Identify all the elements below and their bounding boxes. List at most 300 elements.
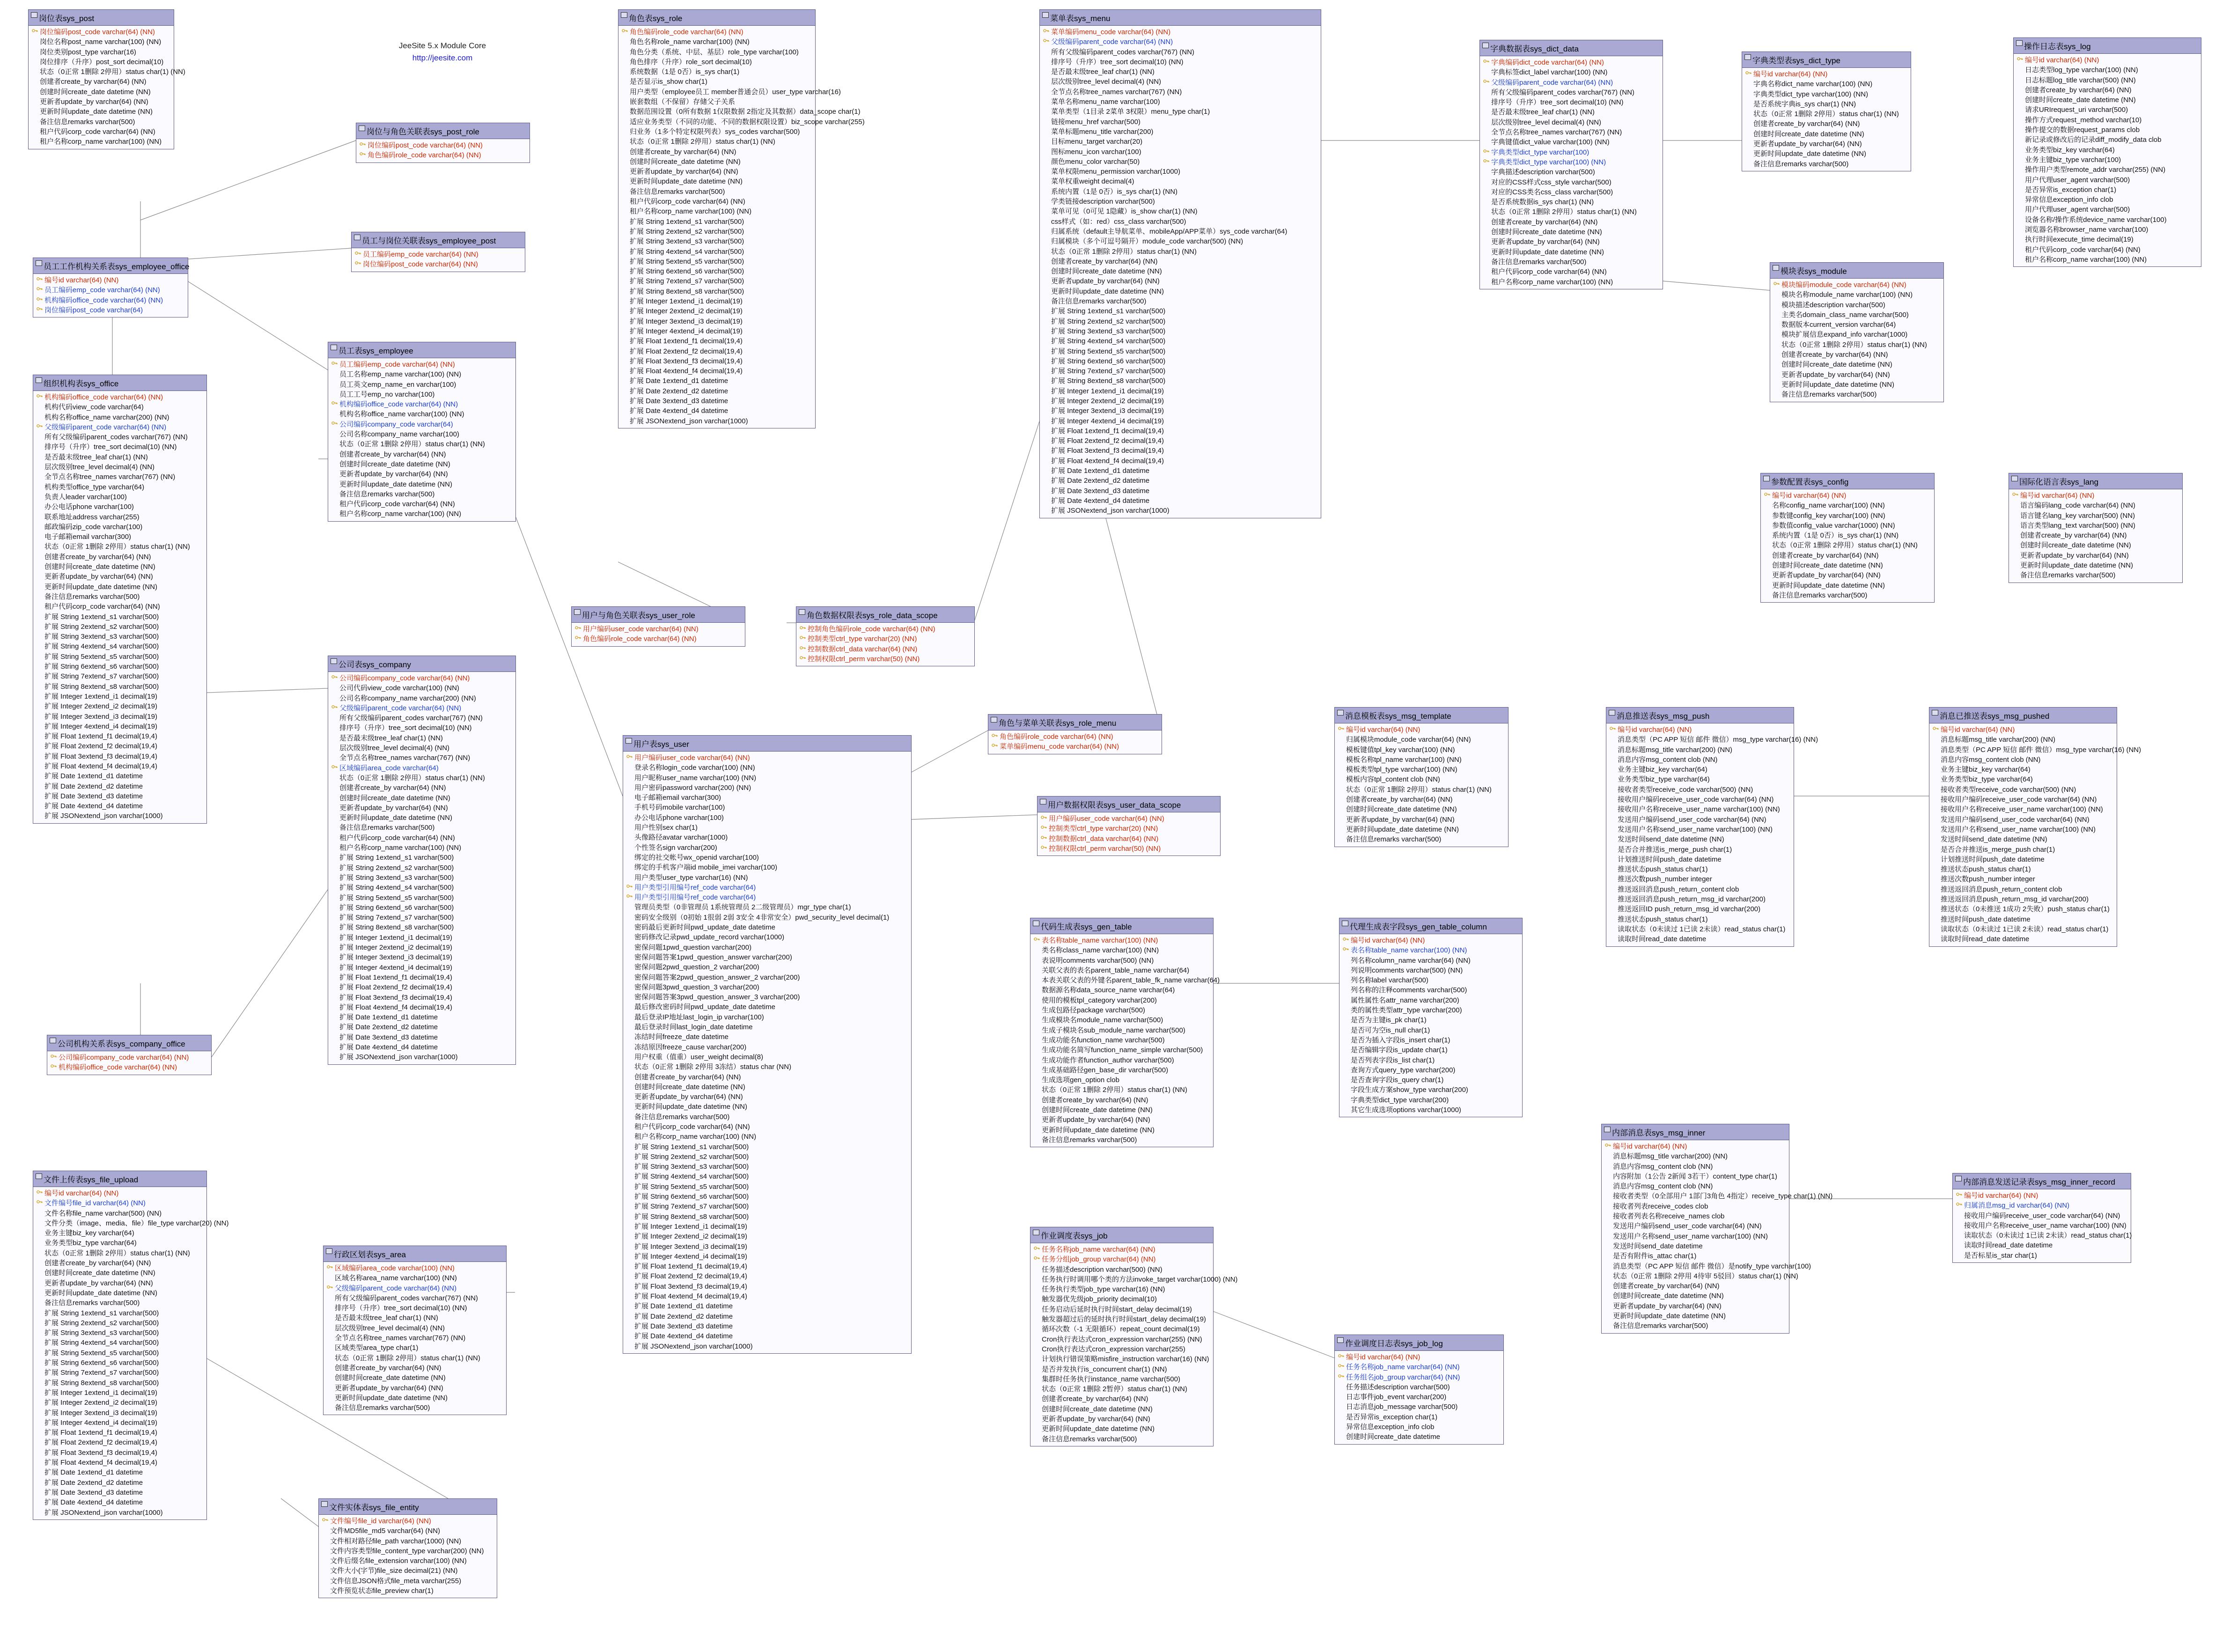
column: 备注信息remarks varchar(500) bbox=[335, 1404, 430, 1412]
column: 消息类型（PC APP 短信 邮件 微信）msg_type varchar(16) (NN) bbox=[1941, 745, 2141, 754]
column: 备注信息remarks varchar(500) bbox=[44, 592, 140, 601]
column: 状态（0正常 1删除 2停用 4待审 5驳回）status char(1) (NN) bbox=[1613, 1272, 1798, 1280]
column: 扩展 Date 1extend_d1 datetime bbox=[1051, 467, 1150, 475]
column: 租户代码corp_code varchar(64) (NN) bbox=[40, 127, 155, 136]
column: 更新时间update_date datetime (NN) bbox=[339, 814, 452, 822]
primary-key-column: 编号id varchar(64) (NN) bbox=[35, 275, 186, 285]
column: 扩展 Date 4extend_d4 datetime bbox=[44, 1498, 143, 1507]
entity-table-title: 员工与岗位关联表sys_employee_post bbox=[352, 232, 525, 248]
table-icon bbox=[2011, 476, 2018, 481]
column: 字典类型dict_type varchar(100) (NN) bbox=[1753, 90, 1869, 98]
entity-table[interactable] bbox=[571, 606, 745, 647]
column: 创建时间create_date datetime (NN) bbox=[44, 1269, 155, 1277]
column: 扩展 String 2extend_s2 varchar(500) bbox=[44, 1319, 159, 1327]
column: 归属系统（default主导航菜单、mobileApp/APP菜单）sys_code varchar(64) bbox=[1051, 227, 1288, 236]
column: 是否系统字典is_sys char(1) (NN) bbox=[1753, 100, 1856, 108]
column: 模块描述description varchar(500) bbox=[1781, 301, 1885, 309]
column: 扩展 Float 4extend_f4 decimal(19,4) bbox=[634, 1292, 747, 1301]
column: 备注信息remarks varchar(500) bbox=[1491, 258, 1587, 266]
column: 更新者update_by varchar(64) (NN) bbox=[339, 470, 448, 479]
column: 最后登录时间last_login_date datetime bbox=[634, 1023, 753, 1032]
column: 接收用户名称receive_user_name varchar(100) (NN) bbox=[1618, 805, 1780, 814]
column: 扩展 Integer 2extend_i2 decimal(19) bbox=[44, 702, 157, 711]
column: 租户名称corp_name varchar(100) (NN) bbox=[634, 1133, 757, 1141]
table-icon bbox=[1763, 476, 1770, 481]
foreign-key-column: 员工编码emp_code varchar(64) (NN) bbox=[35, 285, 186, 295]
column: 扩展 Date 1extend_d1 datetime bbox=[630, 377, 728, 385]
primary-key-column: 文件编号file_id varchar(64) (NN) bbox=[321, 1516, 495, 1526]
entity-column-list bbox=[324, 1262, 506, 1415]
column: 接收用户编码receive_user_code varchar(64) (NN) bbox=[1941, 796, 2097, 804]
entity-column-list bbox=[1953, 1189, 2131, 1262]
column: 表说明comments varchar(500) (NN) bbox=[1042, 956, 1154, 965]
primary-key-column: 岗位编码post_code varchar(64) (NN) bbox=[358, 140, 528, 150]
column: 字典键值dict_value varchar(100) (NN) bbox=[1491, 138, 1610, 147]
entity-table[interactable] bbox=[1760, 473, 1935, 603]
column: 业务主键biz_type varchar(100) bbox=[2025, 155, 2121, 164]
column: 扩展 String 6extend_s6 varchar(500) bbox=[630, 267, 744, 276]
table-icon bbox=[31, 12, 37, 18]
column: 任务描述description varchar(500) (NN) bbox=[1042, 1265, 1163, 1274]
column: 扩展 Float 3extend_f3 decimal(19,4) bbox=[44, 1448, 157, 1457]
column: 推送返回消息push_return_content clob bbox=[1941, 885, 2062, 893]
column: 创建者create_by varchar(64) (NN) bbox=[339, 784, 446, 792]
entity-table[interactable] bbox=[1030, 918, 1220, 1147]
table-icon bbox=[574, 609, 581, 615]
column: 创建时间create_date datetime (NN) bbox=[1753, 130, 1864, 138]
column: 触发器优先级job_priority decimal(10) bbox=[1042, 1295, 1157, 1304]
column: 区域名称area_name varchar(100) (NN) bbox=[335, 1274, 457, 1283]
column: 租户代码corp_code varchar(64) (NN) bbox=[630, 198, 745, 206]
column: 生成功能名简写function_name_simple varchar(500) bbox=[1042, 1046, 1203, 1055]
column: 密保问题答案3pwd_question_answer_3 varchar(200) bbox=[634, 993, 800, 1002]
column: 菜单类型（1目录 2菜单 3权限）menu_type char(1) bbox=[1051, 108, 1210, 116]
column: 排序号（升序）tree_sort decimal(10) (NN) bbox=[335, 1304, 467, 1313]
column: 图标menu_icon varchar(100) bbox=[1051, 148, 1141, 156]
entity-table-title: 作业调度表sys_job bbox=[1030, 1227, 1213, 1243]
column: 发送时间send_date datetime (NN) bbox=[1941, 835, 2047, 844]
entity-table[interactable] bbox=[28, 9, 185, 149]
column: 扩展 Date 3extend_d3 datetime bbox=[44, 792, 143, 800]
foreign-key-column: 父级编码parent_code varchar(64) (NN) bbox=[1482, 78, 1661, 88]
entity-table[interactable] bbox=[328, 656, 516, 1065]
column: 是否最末级tree_leaf char(1) (NN) bbox=[44, 453, 148, 461]
column: 密码安全级别（0初始 1很弱 2弱 3安全 4非常安全）pwd_security_level decimal(1) bbox=[634, 913, 890, 922]
entity-table[interactable] bbox=[1334, 707, 1509, 847]
column: 浏览器名称browser_name varchar(100) bbox=[2025, 226, 2149, 234]
primary-key-column: 任务分组job_group varchar(64) (NN) bbox=[1032, 1254, 1211, 1264]
column: 查询方式query_type varchar(200) bbox=[1351, 1066, 1456, 1074]
column: 创建者create_by varchar(64) (NN) bbox=[1042, 1395, 1148, 1403]
entity-column-list bbox=[33, 391, 206, 823]
table-icon bbox=[1609, 710, 1615, 715]
column: 是否异常is_exception char(1) bbox=[1346, 1413, 1438, 1421]
entity-table-title: 岗位表sys_post bbox=[29, 10, 174, 26]
column: 菜单标题menu_title varchar(200) bbox=[1051, 127, 1154, 136]
entity-column-list bbox=[2014, 54, 2201, 266]
primary-key-column: 控制数据ctrl_data varchar(64) (NN) bbox=[798, 644, 972, 654]
primary-key-column: 任务名称job_name varchar(64) (NN) bbox=[1032, 1245, 1211, 1254]
primary-key-column: 员工编码emp_code varchar(64) (NN) bbox=[353, 250, 523, 259]
foreign-key-column: 任务名称job_name varchar(64) (NN) bbox=[1337, 1362, 1501, 1372]
entity-column-list bbox=[319, 1515, 497, 1598]
column: 发送用户编码send_user_code varchar(64) (NN) bbox=[1941, 815, 2090, 824]
table-icon bbox=[50, 1038, 56, 1043]
column: 排序号（升序）tree_sort decimal(10) (NN) bbox=[1491, 98, 1624, 107]
primary-key-column: 岗位编码post_code varchar(64) (NN) bbox=[30, 27, 172, 37]
column: 创建时间create_date datetime (NN) bbox=[1042, 1106, 1153, 1114]
entity-column-list bbox=[988, 730, 1162, 754]
entity-column-list bbox=[1040, 26, 1321, 518]
entity-table[interactable] bbox=[796, 606, 975, 666]
column: 电子邮箱email varchar(300) bbox=[634, 794, 721, 802]
column: 数据版本current_version varchar(64) bbox=[1781, 321, 1896, 329]
entity-table[interactable] bbox=[1030, 1227, 1238, 1446]
column: 扩展 Float 4extend_f4 decimal(19,4) bbox=[339, 1003, 452, 1011]
column: 是否并发执行is_concurrent char(1) (NN) bbox=[1042, 1365, 1167, 1373]
column: 模板名称tpl_name varchar(100) (NN) bbox=[1346, 755, 1462, 764]
column: 扩展 Float 1extend_f1 decimal(19,4) bbox=[634, 1262, 747, 1271]
column: 适应业务类型（不同的功能、不同的数据权限设置）biz_scope varchar(255) bbox=[630, 118, 865, 126]
column: 排序号（升序）tree_sort decimal(10) (NN) bbox=[1051, 58, 1184, 66]
column: 更新者update_by varchar(64) (NN) bbox=[44, 573, 153, 581]
entity-table[interactable] bbox=[1339, 918, 1523, 1117]
column: 是否编辑字段is_update char(1) bbox=[1351, 1046, 1448, 1055]
column: 创建者create_by varchar(64) (NN) bbox=[44, 1259, 151, 1268]
column: 扩展 String 5extend_s5 varchar(500) bbox=[44, 652, 159, 661]
column: 租户代码corp_code varchar(64) (NN) bbox=[339, 500, 455, 509]
column: 归属模块module_code varchar(64) (NN) bbox=[1346, 736, 1471, 744]
entity-table-title: 角色表sys_role bbox=[618, 10, 815, 26]
table-icon bbox=[1342, 921, 1348, 926]
column: 消息内容msg_content clob (NN) bbox=[1613, 1182, 1713, 1191]
column: 创建者create_by varchar(64) (NN) bbox=[2020, 531, 2127, 540]
table-icon bbox=[1040, 799, 1046, 804]
column: 发送时间send_date datetime (NN) bbox=[1618, 835, 1724, 844]
column: 创建者create_by varchar(64) (NN) bbox=[1772, 551, 1879, 560]
column: 菜单权重weight decimal(4) bbox=[1051, 177, 1134, 186]
entity-table[interactable] bbox=[623, 735, 912, 1354]
column: 消息类型（PC APP 短信 邮件 微信）msg_type varchar(16) (NN) bbox=[1618, 736, 1818, 744]
column: 用户昵称user_name varchar(100) (NN) bbox=[634, 774, 757, 782]
column: 扩展 Integer 2extend_i2 decimal(19) bbox=[630, 307, 743, 316]
column: 更新时间update_date datetime (NN) bbox=[339, 480, 452, 488]
table-icon bbox=[36, 260, 42, 266]
table-icon bbox=[1482, 43, 1489, 48]
column: 参数键config_key varchar(100) (NN) bbox=[1772, 511, 1885, 520]
column: 扩展 Integer 3extend_i3 decimal(19) bbox=[44, 712, 157, 721]
column: 备注信息remarks varchar(500) bbox=[1051, 297, 1147, 306]
column: 备注信息remarks varchar(500) bbox=[1781, 391, 1877, 399]
column: 扩展 String 3extend_s3 varchar(500) bbox=[339, 873, 454, 882]
column: 扩展 String 2extend_s2 varchar(500) bbox=[634, 1152, 749, 1161]
column: 是否最末级tree_leaf char(1) (NN) bbox=[1491, 108, 1595, 117]
column: 扩展 Float 3extend_f3 decimal(19,4) bbox=[339, 993, 452, 1002]
entity-table[interactable] bbox=[1952, 1173, 2131, 1263]
primary-key-column: 表名称table_name varchar(100) (NN) bbox=[1032, 936, 1211, 945]
entity-table[interactable] bbox=[33, 1171, 229, 1520]
column: 更新时间update_date datetime (NN) bbox=[1042, 1126, 1155, 1134]
entity-column-list bbox=[356, 139, 530, 162]
column: 更新时间update_date datetime (NN) bbox=[44, 1289, 157, 1297]
column: 扩展 String 5extend_s5 varchar(500) bbox=[634, 1182, 749, 1191]
table-icon bbox=[36, 1173, 42, 1179]
column: 扩展 Integer 4extend_i4 decimal(19) bbox=[630, 327, 743, 335]
column: 参数值config_value varchar(1000) (NN) bbox=[1772, 521, 1895, 530]
entity-table[interactable] bbox=[1037, 796, 1221, 856]
column: 全节点名称tree_names varchar(767) (NN) bbox=[44, 473, 176, 481]
column: 扩展 Date 1extend_d1 datetime bbox=[44, 772, 143, 781]
column: 扩展 String 8extend_s8 varchar(500) bbox=[634, 1212, 749, 1221]
column: 扩展 String 7extend_s7 varchar(500) bbox=[1051, 367, 1166, 376]
column: 扩展 Date 3extend_d3 datetime bbox=[630, 397, 728, 405]
entity-table-title: 角色与菜单关联表sys_role_menu bbox=[988, 715, 1162, 730]
column: 扩展 String 4extend_s4 varchar(500) bbox=[630, 247, 744, 256]
column: 创建时间create_date datetime (NN) bbox=[1346, 805, 1457, 814]
column: 最后登录IP地址last_login_ip varchar(100) bbox=[634, 1013, 764, 1021]
column: 任务启动后延时执行时间start_delay decimal(19) bbox=[1042, 1305, 1192, 1313]
column: 扩展 Date 3extend_d3 datetime bbox=[634, 1322, 733, 1330]
column: 所有父级编码parent_codes varchar(767) (NN) bbox=[335, 1294, 478, 1302]
column: 列名称column_name varchar(64) (NN) bbox=[1351, 956, 1471, 965]
column: 密码修改记录pwd_update_record varchar(1000) bbox=[634, 933, 785, 942]
column: 更新者update_by varchar(64) (NN) bbox=[1772, 571, 1881, 580]
column: 状态（0正常 1删除 2停用）status char(1) (NN) bbox=[1781, 340, 1927, 349]
primary-key-column: 角色编码role_code varchar(64) (NN) bbox=[990, 732, 1160, 742]
entity-column-list bbox=[1929, 723, 2141, 946]
column: 岗位排序（升序）post_sort decimal(10) bbox=[40, 58, 164, 66]
column: 扩展 Date 4extend_d4 datetime bbox=[630, 407, 728, 415]
column: 扩展 Float 2extend_f2 decimal(19,4) bbox=[44, 1438, 157, 1447]
column: 扩展 Integer 2extend_i2 decimal(19) bbox=[44, 1399, 157, 1407]
column: 创建时间create_date datetime (NN) bbox=[634, 1083, 745, 1091]
column: 扩展 Integer 1extend_i1 decimal(19) bbox=[1051, 387, 1164, 395]
entity-table[interactable] bbox=[1601, 1124, 1833, 1334]
column: 备注信息remarks varchar(500) bbox=[40, 118, 135, 126]
column: 推送时间push_date datetime bbox=[1941, 915, 2031, 923]
column: 角色排序（升序）role_sort decimal(10) bbox=[630, 58, 752, 66]
column: 更新时间update_date datetime (NN) bbox=[1772, 581, 1885, 590]
column: 触发器超过后的延时执行时间start_delay decimal(19) bbox=[1042, 1315, 1206, 1324]
entity-table[interactable] bbox=[1929, 707, 2141, 947]
column: 扩展 Date 1extend_d1 datetime bbox=[634, 1302, 733, 1311]
column: 绑定的手机客户端id mobile_imei varchar(100) bbox=[634, 863, 778, 872]
column: 语言编码lang_code varchar(64) (NN) bbox=[2020, 502, 2135, 510]
entity-table[interactable] bbox=[1770, 262, 1944, 402]
column: 业务主键biz_key varchar(64) bbox=[44, 1229, 134, 1238]
column: 办公电话phone varchar(100) bbox=[634, 813, 724, 822]
column: 扩展 Integer 1extend_i1 decimal(19) bbox=[630, 297, 743, 306]
column: 更新者update_by varchar(64) (NN) bbox=[634, 1093, 743, 1101]
column: 扩展 Float 4extend_f4 decimal(19,4) bbox=[44, 1459, 157, 1467]
column: 创建者create_by varchar(64) (NN) bbox=[1613, 1282, 1720, 1291]
column: 模板类型tpl_type varchar(100) (NN) bbox=[1346, 766, 1457, 774]
table-icon bbox=[1604, 1127, 1611, 1132]
entity-table[interactable] bbox=[323, 1246, 507, 1415]
primary-key-column: 编号id varchar(64) (NN) bbox=[2011, 491, 2180, 501]
entity-column-list bbox=[1335, 1351, 1503, 1444]
column: 主类名domain_class_name varchar(500) bbox=[1781, 310, 1909, 319]
entity-table[interactable] bbox=[1606, 707, 1818, 947]
entity-table[interactable] bbox=[1479, 40, 1663, 289]
column: 文件相对路径file_path varchar(1000) (NN) bbox=[330, 1537, 462, 1545]
column: 租户名称corp_name varchar(100) (NN) bbox=[40, 138, 162, 146]
column: 推送次数push_number integer bbox=[1941, 875, 2035, 884]
column: 菜单可见（0可见 1隐藏）is_show char(1) (NN) bbox=[1051, 207, 1198, 216]
column: 用户类型（employee员工 member普通会员）user_type varchar(16) bbox=[630, 88, 841, 96]
column: 备注信息remarks varchar(500) bbox=[1613, 1322, 1708, 1330]
foreign-key-column: 父级编码parent_code varchar(64) (NN) bbox=[1042, 37, 1319, 47]
primary-key-column: 公司编码company_code varchar(64) (NN) bbox=[330, 673, 514, 683]
column: 创建时间create_date datetime (NN) bbox=[1772, 561, 1883, 570]
entity-table[interactable] bbox=[1039, 9, 1321, 518]
column: 本表关联父表的外键名parent_table_fk_name varchar(64) bbox=[1042, 976, 1220, 985]
column: 扩展 Date 3extend_d3 datetime bbox=[1051, 487, 1150, 495]
column: 文件内容类型file_content_type varchar(200) (NN) bbox=[330, 1547, 484, 1555]
column: 手机号码mobile varchar(100) bbox=[634, 804, 725, 812]
entity-table-title: 用户数据权限表sys_user_data_scope bbox=[1038, 796, 1220, 812]
primary-key-column: 控制权限ctrl_perm varchar(50) (NN) bbox=[1039, 844, 1218, 854]
column: 生成包路径package varchar(500) bbox=[1042, 1006, 1145, 1015]
primary-key-column: 编号id varchar(64) (NN) bbox=[2016, 55, 2199, 65]
foreign-key-column: 字典类型dict_type varchar(100) (NN) bbox=[1482, 157, 1661, 167]
column: 扩展 Float 2extend_f2 decimal(19,4) bbox=[634, 1272, 747, 1281]
entity-column-list bbox=[1602, 1140, 1833, 1333]
table-icon bbox=[625, 738, 632, 744]
entity-column-list bbox=[2009, 489, 2182, 583]
primary-key-column: 编号id varchar(64) (NN) bbox=[1341, 936, 1520, 945]
entity-table[interactable] bbox=[988, 714, 1162, 754]
column: 文件信息JSON格式file_meta varchar(255) bbox=[330, 1577, 462, 1585]
column: 接收用户编码receive_user_code varchar(64) (NN) bbox=[1618, 796, 1774, 804]
column: 扩展 Float 1extend_f1 decimal(19,4) bbox=[630, 337, 743, 346]
column: 接收者列表名称receive_names clob bbox=[1613, 1212, 1725, 1221]
primary-key-column: 用户编码user_code varchar(64) (NN) bbox=[574, 624, 743, 634]
column: 消息标题msg_title varchar(200) (NN) bbox=[1941, 736, 2056, 744]
column: 更新者update_by varchar(64) (NN) bbox=[1753, 140, 1862, 148]
column: 扩展 Date 4extend_d4 datetime bbox=[44, 802, 143, 811]
column: 字典标签dict_label varchar(100) (NN) bbox=[1491, 68, 1608, 77]
column: 接收用户名称receive_user_name varchar(100) (NN) bbox=[1941, 805, 2103, 814]
diagram-note bbox=[365, 40, 520, 64]
entity-table[interactable] bbox=[33, 258, 188, 317]
column: 租户代码corp_code varchar(64) (NN) bbox=[634, 1122, 750, 1131]
column: 异常信息exception_info clob bbox=[2025, 196, 2113, 204]
entity-table-title: 岗位与角色关联表sys_post_role bbox=[356, 123, 530, 139]
column: 接收者类型（0全部用户 1部门3角色 4指定）receive_type char(1) (NN) bbox=[1613, 1192, 1833, 1201]
column: 密保问题1pwd_question varchar(200) bbox=[634, 943, 752, 951]
entity-table[interactable] bbox=[328, 342, 516, 522]
entity-table[interactable] bbox=[2009, 473, 2183, 583]
column: 扩展 String 1extend_s1 varchar(500) bbox=[1051, 307, 1166, 316]
column: 更新者update_by varchar(64) (NN) bbox=[40, 98, 148, 106]
column: 推送状态push_status char(1) bbox=[1618, 865, 1708, 874]
column: 读取时间read_date datetime bbox=[1964, 1241, 2053, 1250]
entity-table-title: 消息推送表sys_msg_push bbox=[1606, 708, 1794, 723]
column: 备注信息remarks varchar(500) bbox=[1042, 1136, 1137, 1144]
column: 发送用户编码send_user_code varchar(64) (NN) bbox=[1613, 1222, 1762, 1231]
column: 日志消息job_message varchar(500) bbox=[1346, 1403, 1458, 1411]
entity-table[interactable] bbox=[1334, 1335, 1504, 1445]
column: 机构名称office_name varchar(200) (NN) bbox=[44, 413, 169, 421]
column: 最后修改密码时间pwd_update_date datetime bbox=[634, 1003, 775, 1011]
column: 创建时间create_date datetime bbox=[1346, 1433, 1440, 1441]
column: 扩展 Date 2extend_d2 datetime bbox=[634, 1312, 733, 1320]
table-icon bbox=[2016, 40, 2023, 46]
column: 发送用户名称send_user_name varchar(100) (NN) bbox=[1618, 825, 1773, 833]
column: 创建者create_by varchar(64) (NN) bbox=[339, 450, 446, 458]
column: 绑定的社交帐号wx_openid varchar(100) bbox=[634, 853, 759, 862]
column: 状态（0正常 1删除 2停用）status char(1) (NN) bbox=[44, 1249, 190, 1257]
column: 是否最末级tree_leaf char(1) (NN) bbox=[1051, 68, 1155, 76]
entity-column-list bbox=[29, 26, 185, 149]
column: 用户代理user_agent varchar(500) bbox=[2025, 206, 2130, 214]
column: 租户代码corp_code varchar(64) (NN) bbox=[44, 603, 160, 611]
entity-column-list bbox=[572, 623, 745, 646]
column: 扩展 String 8extend_s8 varchar(500) bbox=[339, 923, 454, 932]
column: 扩展 String 6extend_s6 varchar(500) bbox=[1051, 357, 1166, 365]
entity-table[interactable] bbox=[47, 1035, 212, 1075]
entity-table[interactable] bbox=[318, 1498, 497, 1598]
column: 推送返回消息push_return_msg_id varchar(200) bbox=[1941, 895, 2089, 904]
column: 租户名称corp_name varchar(100) (NN) bbox=[630, 207, 752, 216]
primary-key-column: 角色编码role_code varchar(64) (NN) bbox=[620, 27, 813, 37]
foreign-key-column: 区域编码area_code varchar(64) bbox=[330, 763, 514, 773]
entity-table[interactable] bbox=[2013, 37, 2201, 267]
column: 其它生成选项options varchar(1000) bbox=[1351, 1106, 1461, 1114]
entity-table[interactable] bbox=[1742, 52, 1911, 171]
column: 扩展 String 1extend_s1 varchar(500) bbox=[44, 1309, 159, 1317]
column: 扩展 Date 3extend_d3 datetime bbox=[339, 1033, 438, 1041]
column: 是否异常is_exception char(1) bbox=[2025, 185, 2117, 194]
column: 员工名称emp_name varchar(100) (NN) bbox=[339, 370, 462, 379]
column: 消息标题msg_title varchar(200) (NN) bbox=[1618, 745, 1733, 754]
entity-table[interactable] bbox=[351, 232, 525, 272]
note-url: http://jeesite.com bbox=[412, 53, 473, 62]
entity-table[interactable] bbox=[356, 123, 530, 163]
column: 扩展 String 6extend_s6 varchar(500) bbox=[44, 1359, 159, 1367]
column: 扩展 Date 4extend_d4 datetime bbox=[1051, 496, 1150, 505]
column: 扩展 String 5extend_s5 varchar(500) bbox=[630, 257, 744, 266]
entity-table[interactable] bbox=[618, 9, 865, 428]
column: 扩展 Date 2extend_d2 datetime bbox=[44, 1478, 143, 1487]
column: 扩展 Date 4extend_d4 datetime bbox=[339, 1043, 438, 1051]
foreign-key-column: 机构编码office_code varchar(64) (NN) bbox=[330, 399, 514, 409]
column: 扩展 Integer 1extend_i1 decimal(19) bbox=[44, 692, 157, 701]
column: 日志类型log_type varchar(100) (NN) bbox=[2025, 66, 2138, 74]
column: 语言类型lang_text varchar(500) (NN) bbox=[2020, 521, 2135, 530]
column: 全节点名称tree_names varchar(767) (NN) bbox=[335, 1334, 466, 1342]
column: 冻结原因freeze_cause varchar(200) bbox=[634, 1043, 747, 1051]
column: 扩展 String 3extend_s3 varchar(500) bbox=[44, 633, 159, 641]
column: 读取时间read_date datetime bbox=[1941, 935, 2030, 944]
column: 个性签名sign varchar(200) bbox=[634, 843, 717, 852]
foreign-key-column: 字典类型dict_type varchar(100) bbox=[1482, 148, 1661, 157]
column: 层次级别tree_level decimal(4) (NN) bbox=[339, 744, 450, 752]
column: 所有父级编码parent_codes varchar(767) (NN) bbox=[339, 714, 483, 723]
foreign-key-column: 父级编码parent_code varchar(64) (NN) bbox=[330, 703, 514, 713]
column: 扩展 Float 2extend_f2 decimal(19,4) bbox=[1051, 437, 1164, 445]
primary-key-column: 编号id varchar(64) (NN) bbox=[1744, 69, 1909, 79]
column: 租户名称corp_name varchar(100) (NN) bbox=[339, 510, 462, 518]
note-title: JeeSite 5.x Module Core bbox=[398, 41, 486, 50]
column: 扩展 String 2extend_s2 varchar(500) bbox=[44, 622, 159, 631]
column: 扩展 Integer 3extend_i3 decimal(19) bbox=[630, 317, 743, 325]
entity-table[interactable] bbox=[33, 375, 207, 824]
primary-key-column: 公司编码company_code varchar(64) (NN) bbox=[49, 1053, 209, 1062]
column: 计划推送时间push_date datetime bbox=[1941, 855, 2045, 863]
column: 设备名称/操作系统device_name varchar(100) bbox=[2025, 215, 2167, 224]
